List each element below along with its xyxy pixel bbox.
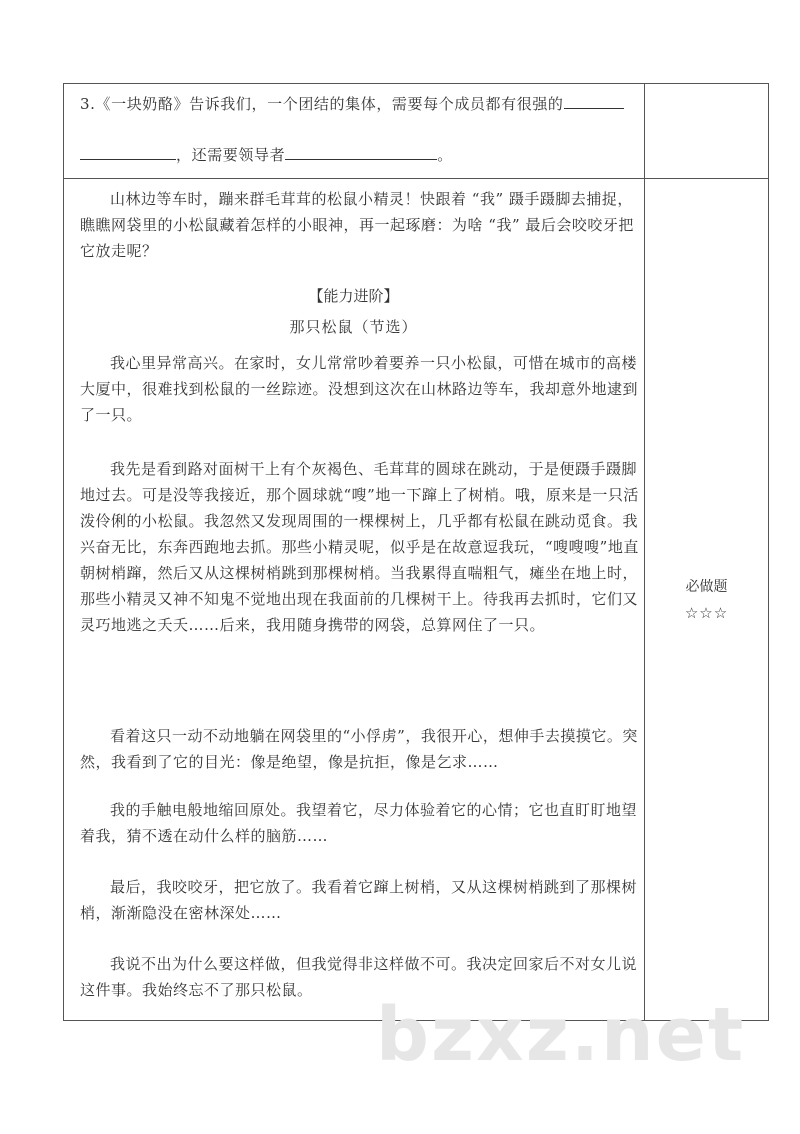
story-paragraph-5: 最后，我咬咬牙，把它放了。我看着它蹿上树梢，又从这棵树梢跳到了那棵树梢，渐渐隐没在密林深处…… bbox=[80, 878, 638, 922]
story-paragraph-3: 看着这只一动不动地躺在网袋里的“小俘虏”，我很开心，想伸手去摸摸它。突然，我看到了它的目光：像是绝望，像是抗拒，像是乞求…… bbox=[80, 727, 638, 771]
story-title: 那只松鼠（节选） bbox=[289, 318, 418, 336]
question-3-text-2: ，还需要领导者 bbox=[176, 146, 286, 164]
difficulty-stars: ☆☆☆ bbox=[684, 604, 729, 622]
story-paragraph-6: 我说不出为什么要这样做，但我觉得非这样做不可。我决定回家后不对女儿说这件事。我始终忘不了那只松鼠。 bbox=[80, 955, 638, 999]
column-divider bbox=[644, 83, 645, 1021]
question-3-line-2 bbox=[80, 143, 453, 165]
question-3-line-1 bbox=[80, 92, 624, 114]
answer-blank-1[interactable] bbox=[564, 92, 624, 109]
answer-blank-2[interactable] bbox=[285, 143, 437, 160]
story-paragraph-4: 我的手触电般地缩回原处。我望着它，尽力体验着它的心情；它也直盯盯地望着我，猜不透在动什么样的脑筋…… bbox=[80, 801, 638, 845]
intro-text: 山林边等车时，蹦来群毛茸茸的松鼠小精灵！快跟着 “我” 蹑手蹑脚去捕捉，瞧瞧网袋里的小松鼠藏着怎样的小眼神，再一起琢磨：为啥 “我” 最后会咬咬牙把它放走呢？ bbox=[80, 190, 634, 260]
question-3-text-3: 。 bbox=[437, 146, 453, 164]
reading-intro bbox=[80, 186, 640, 264]
difficulty-label: 必做题 bbox=[685, 579, 728, 595]
section-title: 【能力进阶】 bbox=[308, 287, 399, 305]
story-paragraph-2: 我先是看到路对面树干上有个灰褐色、毛茸茸的圆球在跳动，于是便蹑手蹑脚地过去。可是没等我接近，那个圆球就“嗖”地一下蹿上了树梢。哦，原来是一只活泼伶俐的小松鼠。我忽然又发现周围的一棵棵树上，几乎都有松鼠在跳动觅食。我兴奋无比，东奔西跑地去抓。那些小精灵呢，似乎是在故意逗我玩，“嗖嗖嗖”地直朝树梢蹿，然后又从这棵树梢跳到那棵树梢。当我累得直喘粗气，瘫坐在地上时，那些小精灵又神不知鬼不觉地出现在我面前的几棵树干上。待我再去抓时，它们又灵巧地逃之夭夭……后来，我用随身携带的网袋，总算网住了一只。 bbox=[80, 460, 639, 634]
question-3-text: 3.《一块奶酪》告诉我们，一个团结的集体，需要每个成员都有很强的 bbox=[80, 95, 564, 113]
story-paragraph-1: 我心里异常高兴。在家时，女儿常常吵着要养一只小松鼠，可惜在城市的高楼大厦中，很难找到松鼠的一丝踪迹。没想到这次在山林路边等车，我却意外地逮到了一只。 bbox=[80, 354, 639, 424]
answer-blank-1-cont[interactable] bbox=[80, 143, 176, 160]
watermark: bzxz.net bbox=[376, 992, 746, 1078]
row-divider bbox=[63, 178, 769, 179]
